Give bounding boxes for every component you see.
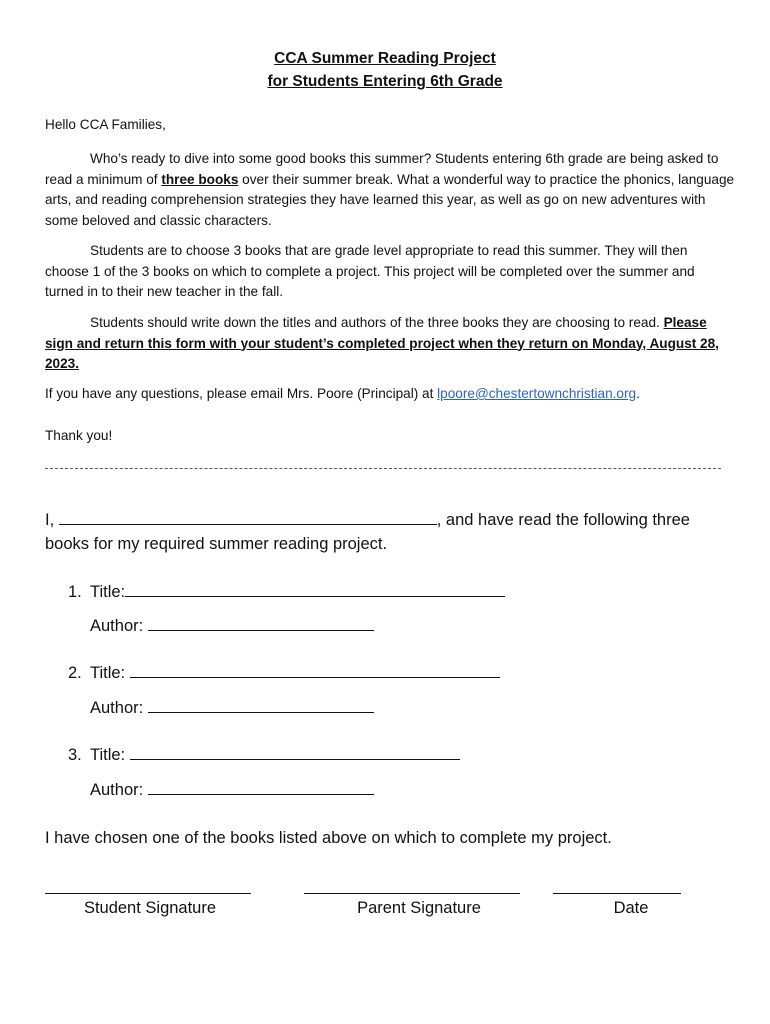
book-3-number: 3. [68,746,82,764]
book-2-number: 2. [68,664,82,682]
book-1-title-label: Title: [90,583,126,601]
intro-start: I, [45,511,55,529]
paragraph-return-text: Students should write down the titles and authors of the three books they are choosing to read. [90,315,660,330]
greeting: Hello CCA Families, [45,117,166,132]
book-2-title-row [68,661,500,685]
paragraph-return [45,313,735,375]
student-intro-line2: books for my required summer reading project. [45,535,388,553]
book-1-author-row [90,614,374,638]
questions-text: If you have any questions, please email Mrs. Poore (Principal) at [45,386,438,401]
book-2-title-field[interactable] [130,662,500,678]
questions-line [45,384,735,405]
date-line[interactable] [553,893,681,894]
book-1-author-label: Author: [90,617,144,635]
book-2-title-label: Title: [90,664,126,682]
date-label: Date [613,899,649,917]
book-1-number: 1. [68,583,82,601]
book-3-title-field[interactable] [130,744,460,760]
intro-end: , and have read the following three [436,511,690,529]
paragraph-intro-text-end: over their summer break. What a wonderful way to practice the phonics, language arts, and reading comprehension strategies they have learned this year, as well as go on new adventures with some beloved and classic characters. [45,171,735,228]
book-1-title-field[interactable] [125,581,505,597]
parent-signature-line[interactable] [304,893,520,894]
document-title: CCA Summer Reading Project [274,50,496,67]
book-1-title-row [68,580,505,604]
book-3-author-field[interactable] [148,779,374,795]
book-3-title-label: Title: [90,746,126,764]
principal-email-link[interactable]: lpoore@chestertownchristian.org [437,386,637,401]
book-3-title-row [68,743,460,767]
book-3-author-label: Author: [90,781,144,799]
book-1-author-field[interactable] [148,615,374,631]
book-2-author-row [90,696,374,720]
book-2-author-field[interactable] [148,697,374,713]
student-signature-line[interactable] [45,893,251,894]
paragraph-intro [45,149,735,231]
student-name-field[interactable] [59,509,437,525]
three-books-emphasis: three books [161,171,239,187]
book-2-author-label: Author: [90,699,144,717]
paragraph-intro-text: Who’s ready to dive into some good books this summer? Students entering 6th grade are being asked to read a minimum of [45,151,719,187]
document-subtitle: for Students Entering 6th Grade [267,73,503,90]
student-intro-line [45,508,690,532]
book-3-author-row [90,778,374,802]
closing: Thank you! [45,428,113,443]
questions-period: . [636,386,640,401]
return-deadline: Please sign and return this form with your student’s completed project when they return on Monday, August 28, 2023. [45,315,719,371]
student-signature-label: Student Signature [83,899,217,917]
paragraph-instructions: Students are to choose 3 books that are grade level appropriate to read this summer. They will then choose 1 of the 3 books on which to complete a project. This project will be completed over the summer and turned in to their new teacher in the fall. [45,243,695,299]
parent-signature-label: Parent Signature [357,899,481,917]
cut-line-divider [45,468,721,470]
chosen-book-statement: I have chosen one of the books listed above on which to complete my project. [45,829,612,847]
